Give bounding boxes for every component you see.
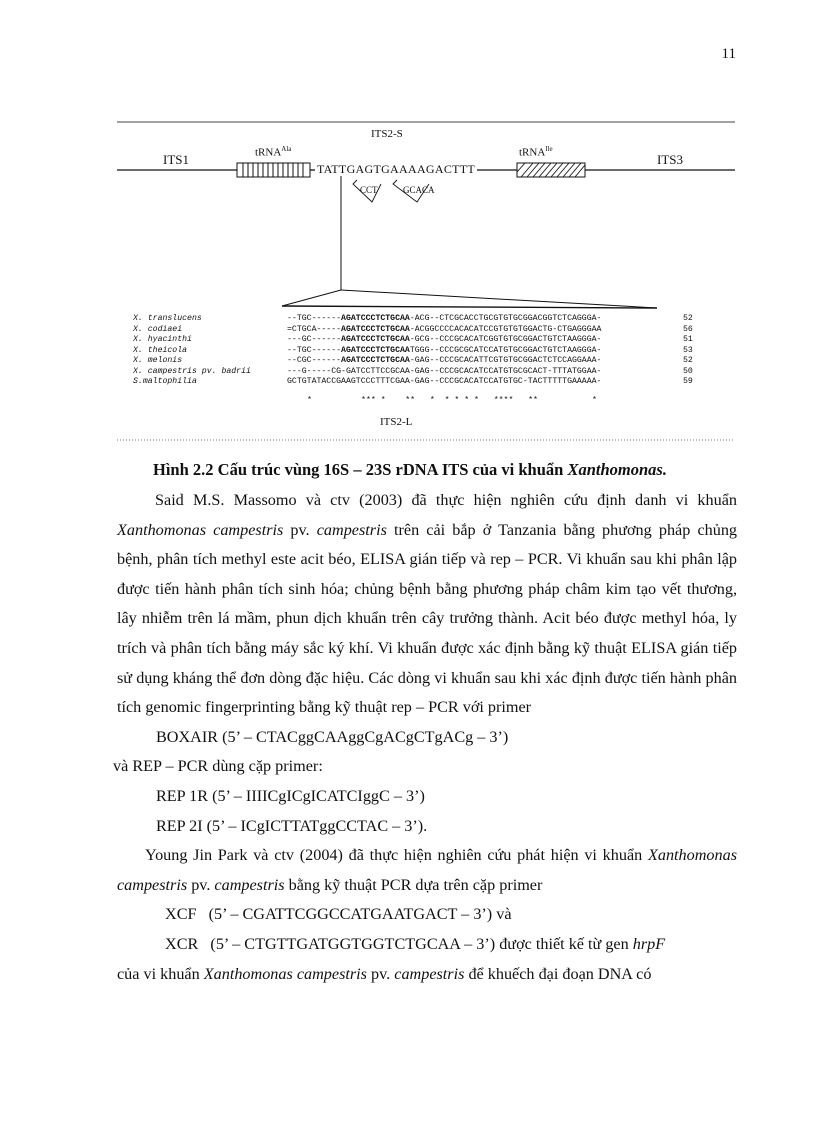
its3-label: ITS3 xyxy=(657,152,683,167)
species-name: X. campestris pv. badrii xyxy=(133,366,251,376)
species-name: S.maltophilia xyxy=(133,377,197,386)
its2s-label: ITS2-S xyxy=(371,128,403,140)
alignment-row xyxy=(133,346,733,356)
paragraph-massomo: Said M.S. Massomo và ctv (2003) đã thực hiện nghiên cứu định danh vi khuẩn Xanthomonas campestris pv. campestris trên cải bắp ở Tanzania bằng phương pháp chủng bệnh, phân tích methyl este acit béo, ELISA gián tiếp và rep – PCR. Vi khuẩn sau khi phân lập được tiến hành phân tích sinh hóa; chủng bệnh bằng phương pháp châm kim tạo vết thương, lây nhiễm trên lá mầm, phun dịch khuẩn trên cây trưởng thành. Acit béo được methyl hóa, ly trích và phân tích bằng máy sắc ký khí. Vi khuẩn được xác định bằng kỹ thuật ELISA gián tiếp sử dụng kháng thể đơn dòng đặc hiệu. Các dòng vi khuẩn sau khi xác định được tiến hành phân tích genomic fingerprinting bằng kỹ thuật rep – PCR với primer xyxy=(117,491,738,717)
expand-left xyxy=(282,290,341,306)
trna-ala-label: tRNA$^{Ala}$ xyxy=(255,145,292,159)
variant-2-label: GCACA xyxy=(403,185,435,195)
consensus-marks: * *** * ** * * * * * **** ** * xyxy=(307,396,597,405)
sequence-length: 52 xyxy=(683,356,693,365)
alignment-row xyxy=(133,325,733,335)
body-text xyxy=(113,486,738,989)
consensus-row xyxy=(133,386,733,405)
alignment-row xyxy=(133,356,733,366)
alignment-row xyxy=(133,367,733,377)
species-name: X. theicola xyxy=(133,345,188,355)
paragraph-park: Young Jin Park và ctv (2004) đã thực hiện nghiên cứu phát hiện vi khuẩn Xanthomonas campestris pv. campestris bằng kỹ thuật PCR dựa trên cặp primer xyxy=(117,846,738,894)
expand-right xyxy=(341,290,657,308)
its2l-label: ITS2-L xyxy=(380,416,413,428)
primer-xcf: XCF (5’ – CGATTCGGCCATGAATGACT – 3’) và xyxy=(165,905,512,924)
paragraph-continuation: của vi khuẩn Xanthomonas campestris pv. campestris để khuếch đại đoạn DNA có xyxy=(117,964,652,983)
sequence-length: 52 xyxy=(683,314,693,323)
its-structure-figure xyxy=(117,118,735,448)
trna-ile-label: tRNA$^{Ile}$ xyxy=(519,145,553,159)
page-number: 11 xyxy=(721,46,736,62)
rep-pcr-intro: và REP – PCR dùng cặp primer: xyxy=(113,757,323,776)
alignment-row xyxy=(133,335,733,345)
sequence: =CTGCA-----AGATCCCTCTGCAA-ACGGCCCCACACATCCGTGTGTGGACTG-CTGAGGGAA xyxy=(287,324,602,334)
variant-1-label: CCT xyxy=(360,185,378,195)
sequence: ---GC------AGATCCCTCTGCAA-GCG--CCCGCACATCGGTGTGCGGACTGTCTAAGGGA- xyxy=(287,335,602,344)
sequence: ---G-----CG-GATCCTTCCGCAA-GAG--CCCGCACATCCATGTGCGCACT-TTTATGGAA- xyxy=(287,366,602,376)
sequence-length: 51 xyxy=(683,335,693,344)
alignment-row xyxy=(133,314,733,324)
sequence: --TGC------AGATCCCTCTGCAATGGG--CCCGCGCATCCATGTGCGGACTGTCTAAGGGA- xyxy=(287,345,602,355)
primer-xcr: XCR (5’ – CTGTTGATGGTGGTCTGCAA – 3’) được thiết kế từ gen hrpF xyxy=(165,934,666,953)
sequence-length: 56 xyxy=(683,324,693,334)
primer-boxair: BOXAIR (5’ – CTACggCAAggCgACgCTgACg – 3’) xyxy=(156,727,509,746)
sequence-length: 59 xyxy=(683,377,693,386)
center-sequence: TATTGAGTGAAAAGACTTT xyxy=(317,162,476,176)
sequence: --TGC------AGATCCCTCTGCAA-ACG--CTCGCACCTGCGTGTGCGGACGGTCTCAGGGA- xyxy=(287,314,602,323)
species-name: X. codiaei xyxy=(133,324,183,334)
species-name: X. translucens xyxy=(133,314,202,323)
figure-caption: Hình 2.2 Cấu trúc vùng 16S – 23S rDNA ITS của vi khuẩn Xanthomonas. xyxy=(153,460,667,479)
primer-rep1r: REP 1R (5’ – IIIICgICgICATCIggC – 3’) xyxy=(156,786,425,805)
sequence-length: 53 xyxy=(683,345,693,355)
sequence: GCTGTATACCGAAGTCCCTTTCGAA-GAG--CCCGCACATCCATGTGC-TACTTTTTGAAAAA- xyxy=(287,377,602,386)
primer-rep2i: REP 2I (5’ – ICgICTTATggCCTAC – 3’). xyxy=(156,816,428,835)
species-name: X. melonis xyxy=(133,356,183,365)
sequence-length: 50 xyxy=(683,366,693,376)
species-name: X. hyacinthi xyxy=(133,335,192,344)
expand-base xyxy=(282,306,657,308)
its1-label: ITS1 xyxy=(163,152,189,167)
sequence: --CGC------AGATCCCTCTGCAA-GAG--CCCGCACATTCGTGTGCGGACTCTCCAGGAAA- xyxy=(287,356,602,365)
